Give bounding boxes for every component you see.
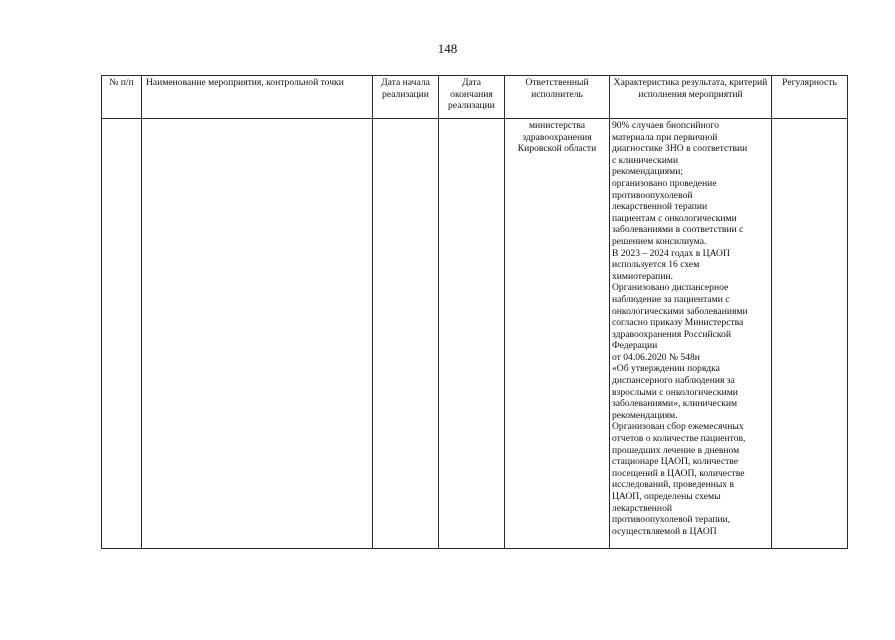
result-line: решением консилиума. [612, 235, 707, 247]
result-line: с клиническими [612, 154, 679, 166]
result-line: лекарственной терапии [612, 201, 708, 213]
result-line: исследований, проведенных в [612, 479, 735, 491]
result-text [612, 120, 769, 537]
result-line: от 04.06.2020 № 548н [612, 351, 700, 363]
result-line: противоопухолевой [612, 189, 693, 201]
result-line: рекомендациями; [612, 166, 683, 178]
result-line: прошедших лечение в дневном [612, 444, 740, 456]
cell-name [142, 119, 373, 549]
result-line: ЦАОП, определены схемы [612, 491, 721, 502]
header-name: Наименование мероприятия, контрольной точки [142, 76, 373, 119]
result-line: пациентам с онкологическими [612, 212, 737, 224]
result-line: осуществляемой в ЦАОП [612, 525, 717, 537]
header-end-date: Дата окончания реализации [439, 76, 505, 119]
page-number: 148 [437, 41, 458, 56]
result-line: лекарственной [612, 502, 672, 514]
cell-regularity [772, 119, 848, 549]
cell-num [102, 119, 142, 549]
result-line: отчетов о количестве пациентов, [612, 433, 746, 445]
result-line: взрослыми с онкологическими [612, 386, 738, 398]
result-line: посещений в ЦАОП, количестве [612, 467, 745, 479]
result-line: используется 16 схем [612, 259, 700, 271]
table-row [102, 119, 848, 549]
result-line: материала при первичной [612, 131, 718, 143]
result-line: заболеваниями», клиническим [612, 398, 738, 410]
result-line: «Об утверждении порядка [612, 363, 720, 375]
cell-end-date [439, 119, 505, 549]
result-line: Организовано диспансерное [612, 282, 729, 294]
cell-start-date [373, 119, 439, 549]
result-line: заболеваниями в соответствии с [612, 224, 744, 236]
result-line: Организован сбор ежемесячных [612, 421, 744, 433]
result-line: здравоохранения Российской [612, 328, 731, 340]
activities-table [101, 75, 848, 549]
result-line: Федерации [612, 340, 658, 352]
header-start-date: Дата начала реализации [373, 76, 439, 119]
header-regularity: Регулярность [772, 76, 848, 119]
result-line: стационаре ЦАОП, количестве [612, 456, 739, 468]
cell-result [610, 119, 772, 549]
result-line: 90% случаев биопсийного [612, 120, 719, 131]
result-line: онкологическими заболеваниями [612, 305, 748, 317]
result-line: согласно приказу Министерства [612, 317, 744, 329]
result-line: организовано проведение [612, 177, 717, 189]
result-line: диагностике ЗНО в соответствии [612, 143, 748, 155]
result-line: диспансерного наблюдения за [612, 375, 735, 387]
result-line: рекомендациям. [612, 409, 678, 421]
result-line: наблюдение за пациентами с [612, 293, 730, 305]
header-num: № п/п [102, 76, 142, 119]
result-line: химиотерапии. [612, 270, 673, 282]
executor-text: министерства здравоохранения Кировской области [517, 120, 597, 155]
result-line: В 2023 – 2024 годах в ЦАОП [612, 247, 730, 259]
result-line: противоопухолевой терапии, [612, 514, 731, 526]
header-result: Характеристика результата, критерий исполнения мероприятий [610, 76, 772, 119]
table-header-row [102, 76, 848, 119]
header-executor: Ответственный исполнитель [505, 76, 610, 119]
cell-executor [505, 119, 610, 549]
